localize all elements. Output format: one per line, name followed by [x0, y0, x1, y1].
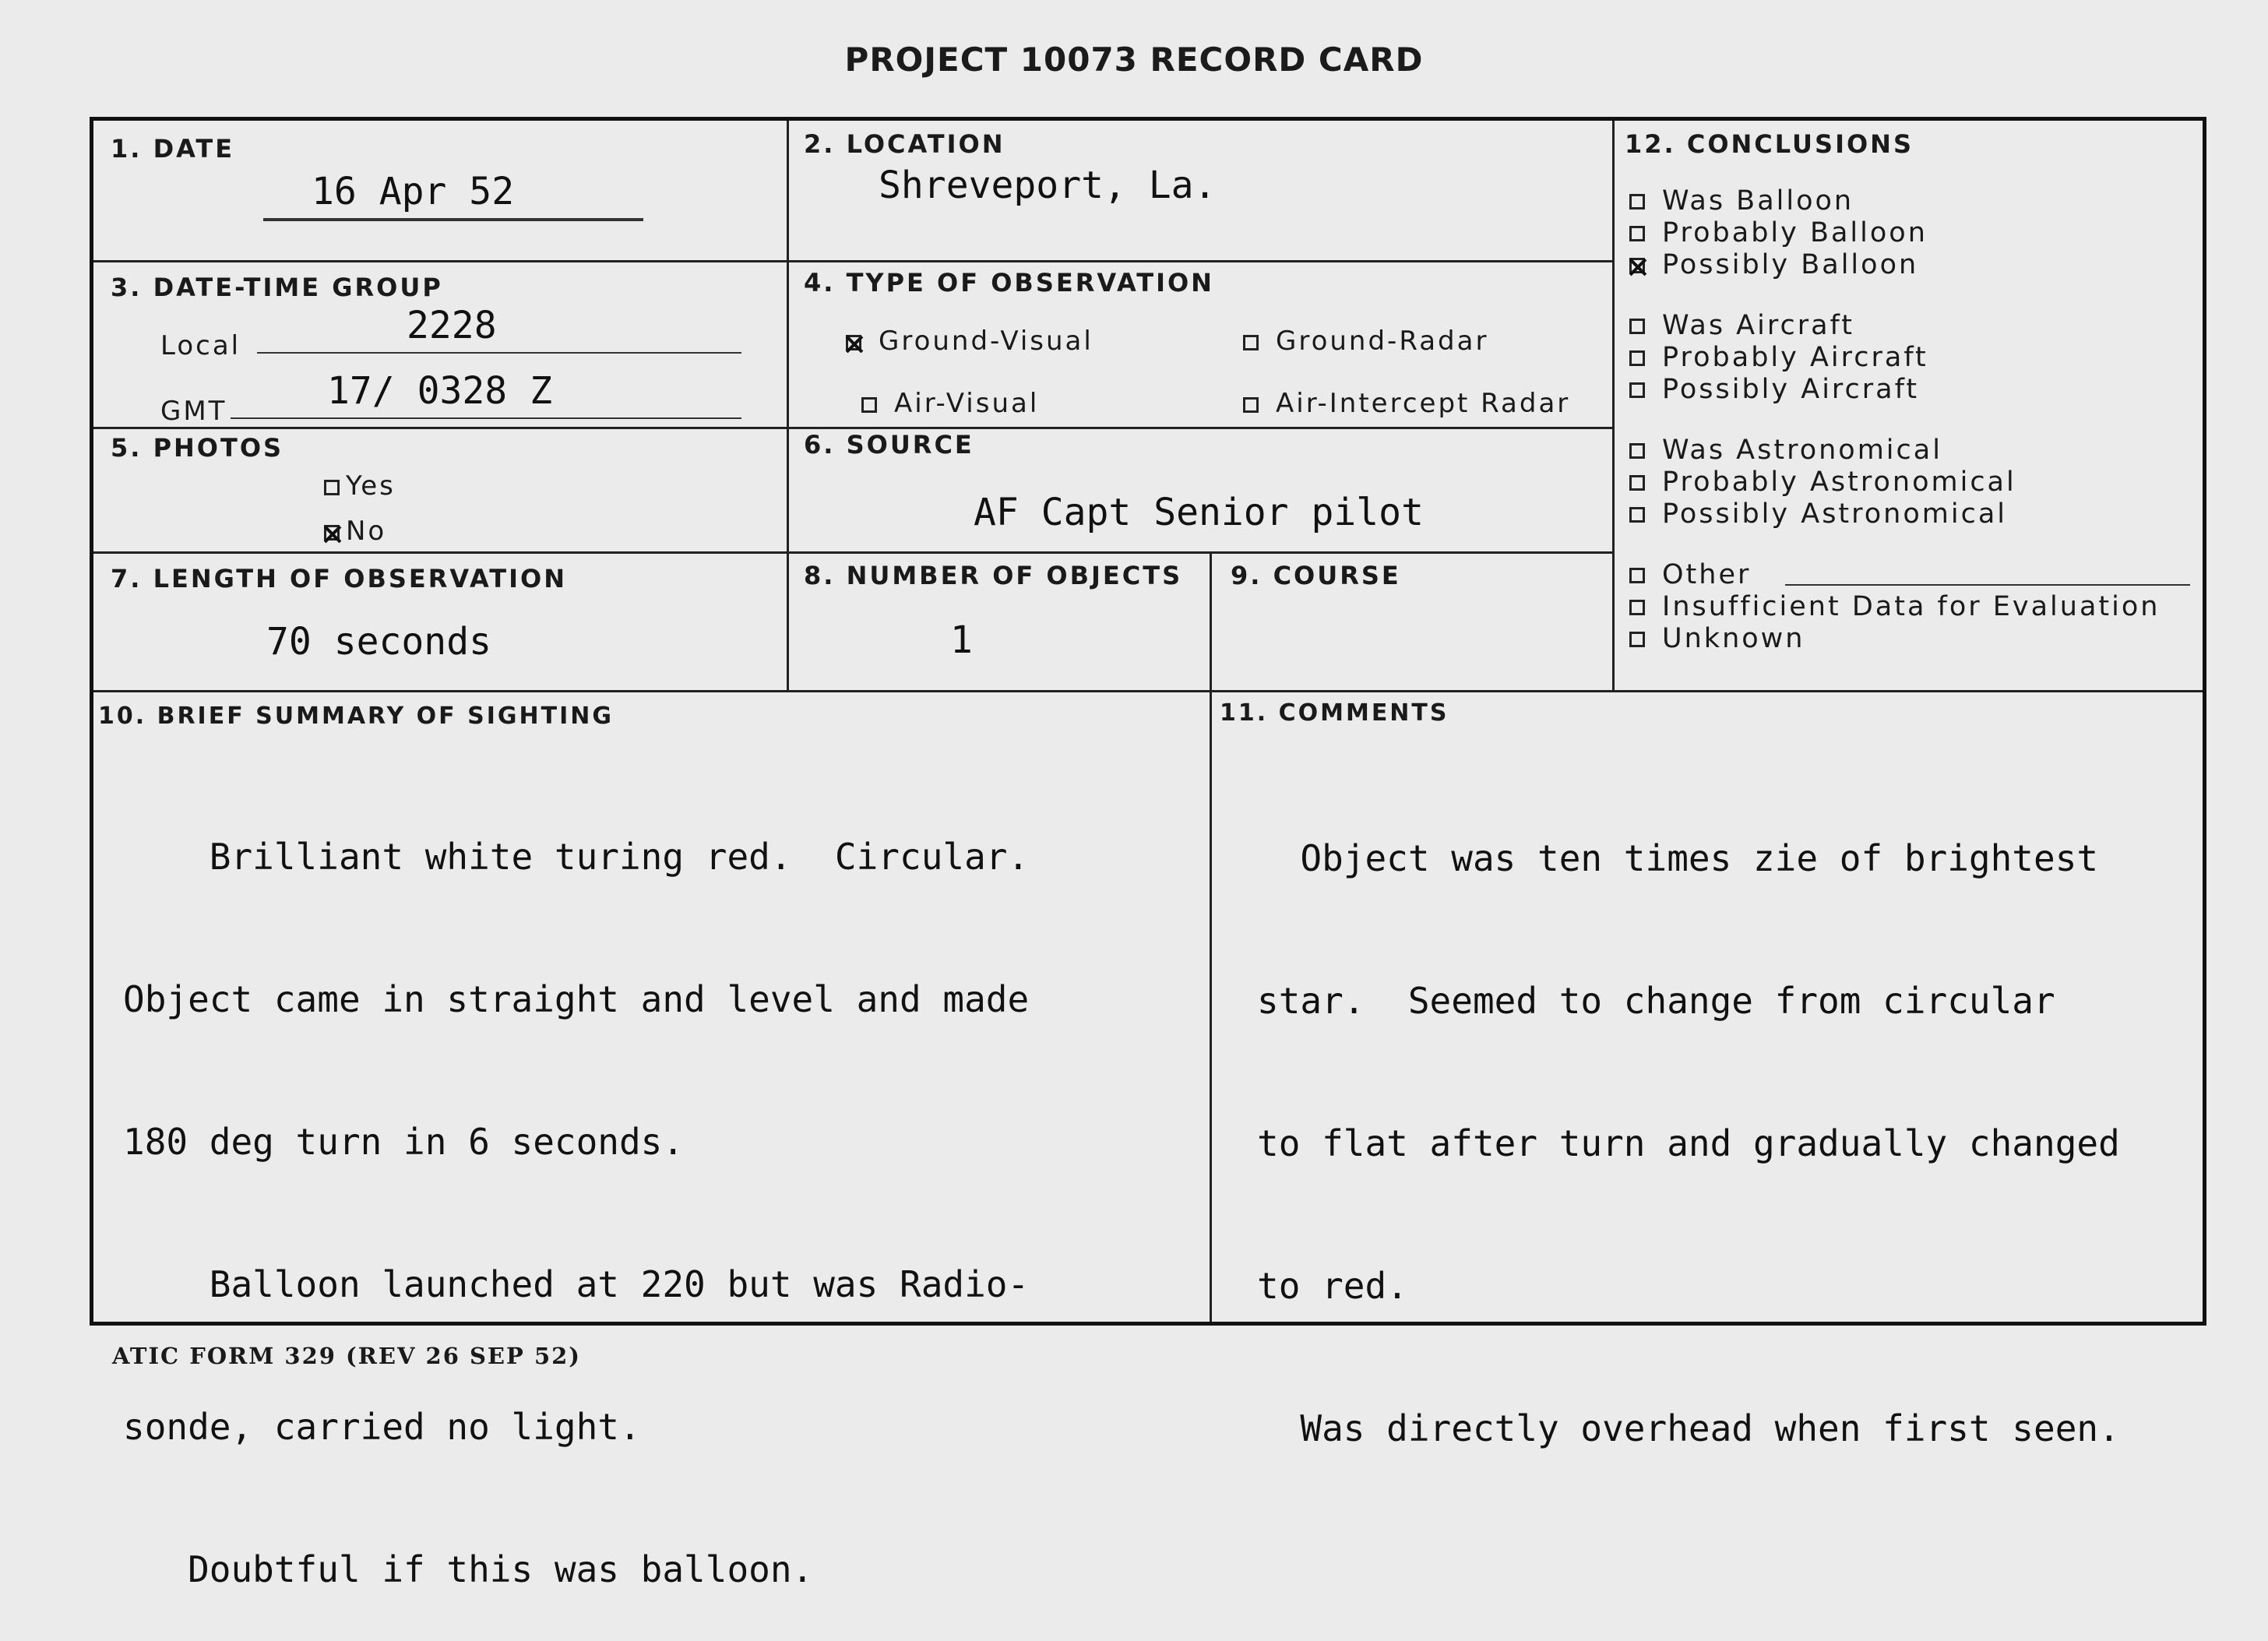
course-label: 9. COURSE — [1231, 561, 1401, 590]
local-label: Local — [160, 330, 241, 361]
checkbox-icon[interactable] — [1629, 258, 1645, 273]
checkbox-icon[interactable] — [1243, 397, 1259, 413]
gmt-value: 17/ 0328 Z — [327, 369, 552, 413]
conclusion-unknown[interactable]: Unknown — [1629, 623, 2160, 655]
summary-label: 10. BRIEF SUMMARY OF SIGHTING — [98, 703, 614, 730]
local-underline — [257, 352, 741, 354]
checkbox-icon[interactable] — [1629, 226, 1645, 241]
checkbox-icon[interactable] — [1629, 194, 1645, 210]
divider-row4 — [93, 690, 2203, 692]
comments-label: 11. COMMENTS — [1220, 699, 1449, 727]
obs-ground-radar[interactable]: Ground-Radar — [1243, 326, 1488, 357]
checkbox-icon[interactable] — [1629, 382, 1645, 398]
comments-line: Was directly overhead when first seen. — [1257, 1407, 2120, 1449]
length-of-observation-value: 70 seconds — [266, 620, 491, 664]
comments-line: star. Seemed to change from circular — [1257, 980, 2055, 1022]
checkbox-icon[interactable] — [1243, 335, 1259, 350]
conclusion-probably-astronomical[interactable]: Probably Astronomical — [1629, 467, 2016, 498]
number-of-objects-label: 8. NUMBER OF OBJECTS — [804, 561, 1183, 590]
checkbox-icon[interactable] — [846, 335, 861, 350]
conclusion-possibly-balloon[interactable]: Possibly Balloon — [1629, 249, 1928, 281]
summary-line: Balloon launched at 220 but was Radio- — [123, 1263, 1030, 1305]
checkbox-icon[interactable] — [1629, 632, 1645, 647]
comments-line: to red. — [1257, 1265, 1408, 1307]
number-of-objects-value: 1 — [950, 618, 973, 662]
photos-yes[interactable]: Yes — [324, 470, 396, 502]
summary-line: sonde, carried no light. — [123, 1406, 641, 1448]
divider-col2 — [1612, 121, 1615, 690]
other-underline — [1785, 584, 2190, 586]
divider-row3 — [93, 551, 1612, 554]
form-title: PROJECT 10073 RECORD CARD — [844, 40, 1424, 79]
source-value: AF Capt Senior pilot — [974, 491, 1424, 534]
summary-line: Doubtful if this was balloon. — [123, 1548, 814, 1590]
date-underline — [263, 218, 643, 221]
conclusion-insufficient-data[interactable]: Insufficient Data for Evaluation — [1629, 591, 2160, 623]
conclusion-other[interactable]: Other — [1629, 559, 2160, 591]
divider-col1 — [787, 121, 789, 690]
location-label: 2. LOCATION — [804, 129, 1005, 159]
checkbox-icon[interactable] — [1629, 443, 1645, 459]
conclusion-possibly-astronomical[interactable]: Possibly Astronomical — [1629, 498, 2016, 530]
checkbox-icon[interactable] — [324, 525, 340, 541]
summary-line: 180 deg turn in 6 seconds. — [123, 1121, 685, 1163]
divider-col-mid — [1210, 551, 1212, 1322]
length-of-observation-label: 7. LENGTH OF OBSERVATION — [111, 564, 567, 593]
divider-row1 — [93, 260, 1612, 262]
source-label: 6. SOURCE — [804, 430, 974, 460]
conclusion-probably-balloon[interactable]: Probably Balloon — [1629, 217, 1928, 249]
photos-label: 5. PHOTOS — [111, 433, 284, 463]
checkbox-icon[interactable] — [861, 397, 877, 413]
comments-line: to flat after turn and gradually changed — [1257, 1122, 2120, 1164]
comments-text — [1257, 740, 2120, 1500]
gmt-label: GMT — [160, 396, 227, 427]
location-value: Shreveport, La. — [879, 164, 1217, 207]
conclusion-was-astronomical[interactable]: Was Astronomical — [1629, 435, 2016, 467]
gmt-underline — [231, 417, 741, 419]
checkbox-icon[interactable] — [1629, 350, 1645, 366]
conclusions-label: 12. CONCLUSIONS — [1625, 129, 1914, 159]
conclusions-group-aircraft — [1629, 310, 1928, 406]
checkbox-icon[interactable] — [324, 480, 340, 495]
form-number: ATIC FORM 329 (REV 26 SEP 52) — [112, 1343, 582, 1369]
conclusions-group-balloon — [1629, 185, 1928, 281]
checkbox-icon[interactable] — [1629, 568, 1645, 583]
checkbox-icon[interactable] — [1629, 600, 1645, 615]
checkbox-icon[interactable] — [1629, 475, 1645, 491]
conclusion-was-aircraft[interactable]: Was Aircraft — [1629, 310, 1928, 342]
local-value: 2228 — [407, 304, 497, 347]
conclusion-possibly-aircraft[interactable]: Possibly Aircraft — [1629, 374, 1928, 406]
conclusions-group-other — [1629, 559, 2160, 655]
conclusions-group-astronomical — [1629, 435, 2016, 530]
checkbox-icon[interactable] — [1629, 507, 1645, 523]
date-label: 1. DATE — [111, 134, 235, 164]
photos-no[interactable]: No — [324, 516, 386, 547]
checkbox-icon[interactable] — [1629, 319, 1645, 334]
obs-air-intercept-radar[interactable]: Air-Intercept Radar — [1243, 388, 1570, 419]
type-of-observation-label: 4. TYPE OF OBSERVATION — [804, 268, 1214, 298]
obs-air-visual[interactable]: Air-Visual — [861, 388, 1039, 419]
conclusion-probably-aircraft[interactable]: Probably Aircraft — [1629, 342, 1928, 374]
obs-ground-visual[interactable]: Ground-Visual — [846, 326, 1094, 357]
conclusion-was-balloon[interactable]: Was Balloon — [1629, 185, 1928, 217]
date-value: 16 Apr 52 — [312, 170, 515, 213]
date-time-group-label: 3. DATE-TIME GROUP — [111, 273, 443, 302]
summary-text — [123, 738, 1029, 1641]
divider-row2 — [93, 427, 1612, 429]
comments-line: Object was ten times zie of brightest — [1257, 837, 2099, 879]
summary-line: Object came in straight and level and made — [123, 978, 1030, 1020]
summary-line: Brilliant white turing red. Circular. — [123, 836, 1030, 878]
